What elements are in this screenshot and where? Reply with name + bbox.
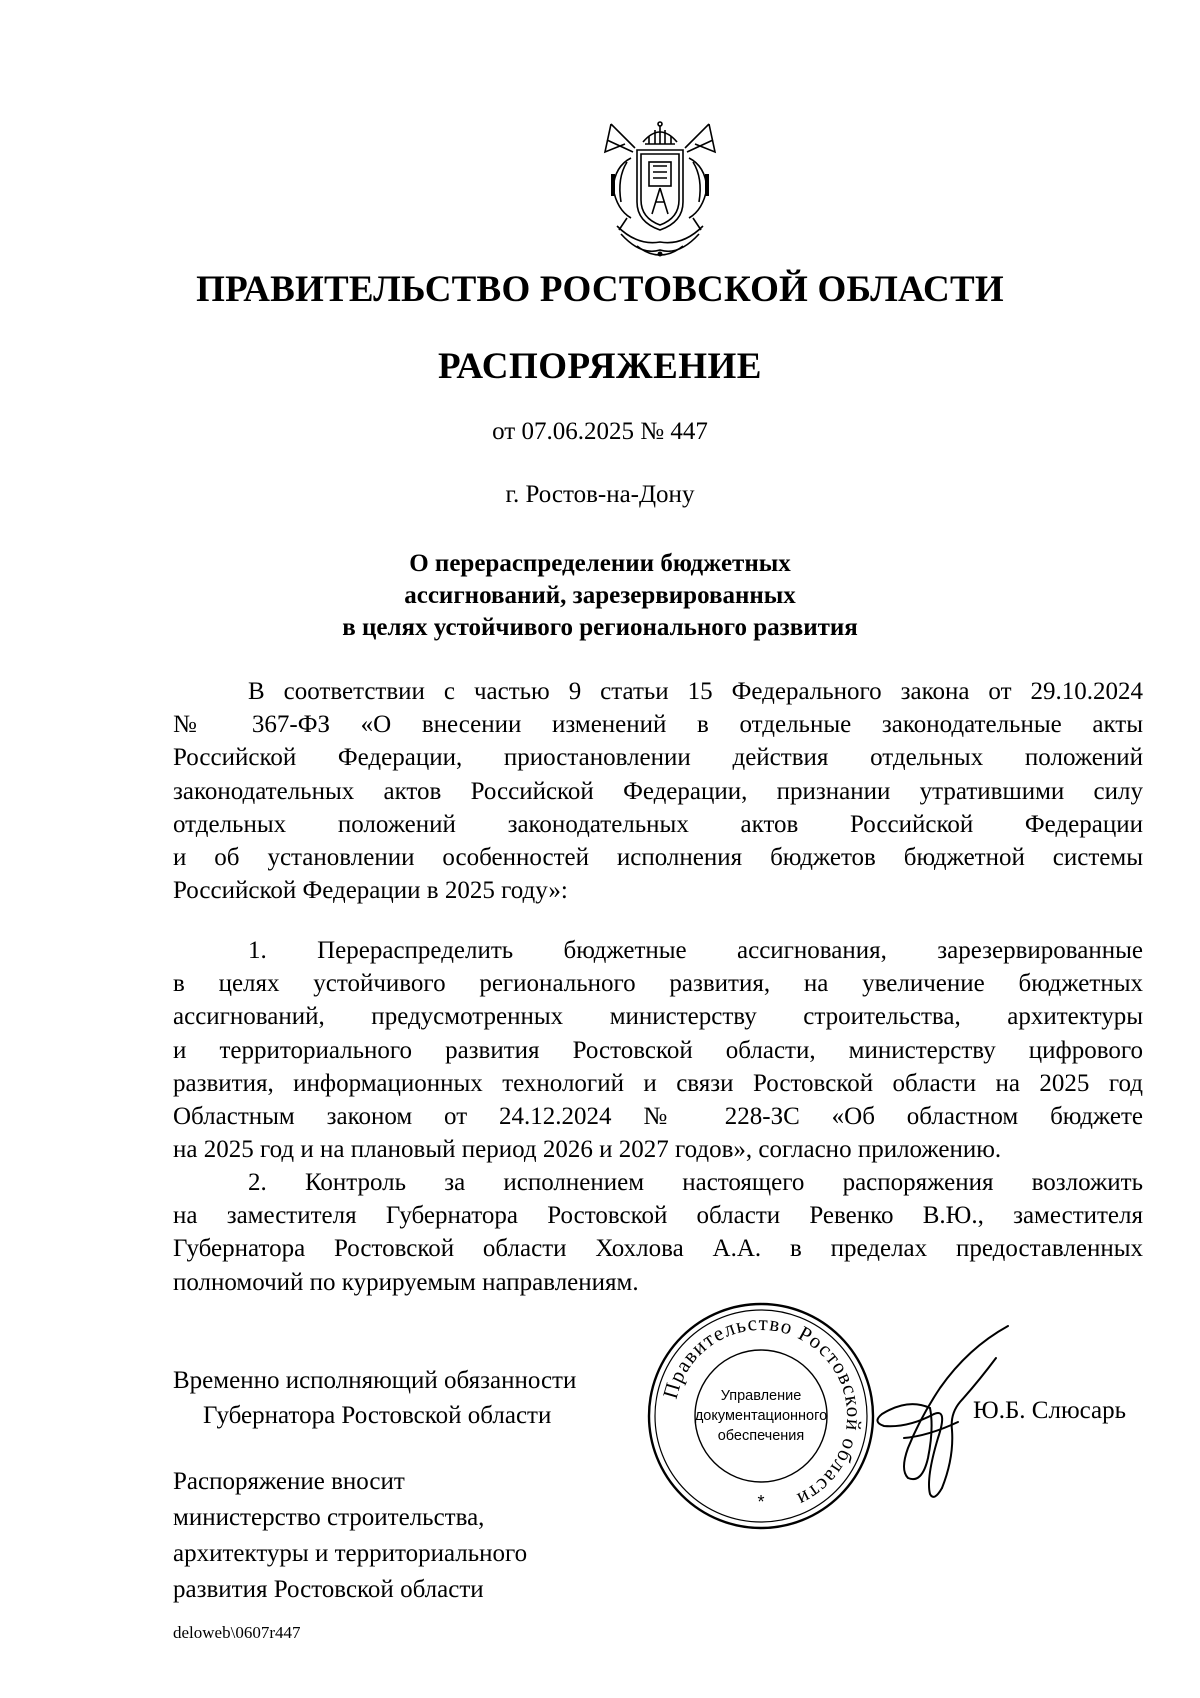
- introducer-line: архитектуры и территориального: [173, 1540, 528, 1567]
- paragraph-line: полномочий по курируемым направлениям.: [173, 1268, 639, 1296]
- svg-text:Правительство Ростовской облас: Правительство Ростовской области: [657, 1310, 867, 1513]
- document-city: г. Ростов-на-Дону: [505, 481, 695, 508]
- position-line: Губернатора Ростовской области: [203, 1402, 552, 1429]
- introducer-line: развития Ростовской области: [173, 1576, 484, 1603]
- paragraph-line: № 367-ФЗ «О внесении изменений в отдельные законодательные акты: [173, 711, 1143, 739]
- paragraph-line: и об установлении особенностей исполнения бюджетов бюджетной системы: [173, 843, 1143, 871]
- svg-text:Управление: Управление: [720, 1388, 802, 1404]
- introducer-block: [173, 1464, 527, 1608]
- item-1-paragraph: [173, 934, 1143, 1166]
- svg-text:*: *: [757, 1492, 765, 1512]
- introducer-line: Распоряжение вносит: [173, 1468, 405, 1495]
- item-2-paragraph: [173, 1166, 1143, 1299]
- signatory-name: Ю.Б. Слюсарь: [973, 1397, 1127, 1424]
- signatory-position: [173, 1363, 643, 1433]
- paragraph-line: Областным законом от 24.12.2024 № 228-ЗС «Об областном бюджете: [173, 1102, 1143, 1130]
- paragraph-line: ассигнований, предусмотренных министерству строительства, архитектуры: [173, 1003, 1143, 1031]
- svg-text:документационного: документационного: [694, 1408, 828, 1424]
- document-date-number: от 07.06.2025 № 447: [492, 418, 708, 445]
- paragraph-line: на 2025 год и на плановый период 2026 и 2027 годов», согласно приложению.: [173, 1136, 1002, 1164]
- paragraph-line: развития, информационных технологий и связи Ростовской области на 2025 год: [173, 1069, 1143, 1097]
- official-seal-stamp: [646, 1302, 876, 1530]
- paragraph-line: Губернатора Ростовской области Хохлова А.А. в пределах предоставленных: [173, 1235, 1143, 1263]
- government-title: ПРАВИТЕЛЬСТВО РОСТОВСКОЙ ОБЛАСТИ: [196, 269, 1004, 310]
- paragraph-line: Российской Федерации, приостановлении действия отдельных положений: [173, 744, 1143, 772]
- paragraph-line: в целях устойчивого регионального развития, на увеличение бюджетных: [173, 970, 1143, 998]
- document-file-code: deloweb\0607r447: [173, 1623, 301, 1642]
- paragraph-line: законодательных актов Российской Федерации, признании утратившими силу: [173, 777, 1143, 805]
- paragraph-line: 2. Контроль за исполнением настоящего распоряжения возложить: [248, 1169, 1143, 1196]
- paragraph-line: и территориального развития Ростовской области, министерству цифрового: [173, 1036, 1143, 1064]
- svg-text:обеспечения: обеспечения: [717, 1428, 805, 1444]
- subject-line: О перераспределении бюджетных: [409, 550, 791, 577]
- preamble-paragraph: [173, 675, 1143, 907]
- paragraph-line: В соответствии с частью 9 статьи 15 Федерального закона от 29.10.2024: [248, 678, 1143, 705]
- paragraph-line: 1. Перераспределить бюджетные ассигнования, зарезервированные: [248, 937, 1143, 964]
- coat-of-arms-icon: [597, 118, 723, 264]
- subject-line: в целях устойчивого регионального развития: [342, 614, 858, 641]
- paragraph-line: на заместителя Губернатора Ростовской области Ревенко В.Ю., заместителя: [173, 1202, 1143, 1230]
- paragraph-line: Российской Федерации в 2025 году»:: [173, 877, 568, 905]
- position-line: Временно исполняющий обязанности: [173, 1367, 577, 1394]
- document-subject: [0, 548, 1200, 644]
- paragraph-line: отдельных положений законодательных актов Российской Федерации: [173, 810, 1143, 838]
- introducer-line: министерство строительства,: [173, 1504, 485, 1531]
- document-type-title: РАСПОРЯЖЕНИЕ: [437, 346, 762, 387]
- subject-line: ассигнований, зарезервированных: [404, 582, 796, 609]
